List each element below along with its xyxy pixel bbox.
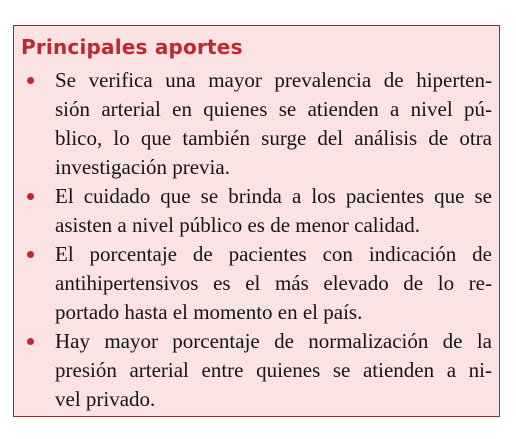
list-item-line: blico, lo que también surge del análisis de otra — [55, 126, 492, 150]
box-title: Principales aportes — [21, 35, 243, 59]
list-item — [14, 182, 499, 240]
list-item-line: investigación previa. — [55, 155, 230, 179]
list-item-line: Hay mayor porcentaje de normalización de la — [55, 329, 492, 353]
list-item-line: vel privado. — [55, 387, 156, 411]
list-item-line: Se verifica una mayor prevalencia de hiperten- — [55, 68, 492, 92]
list-item-line: asisten a nivel público es de menor calidad. — [55, 213, 421, 237]
bullet-dot-icon — [27, 251, 34, 258]
bullet-dot-icon — [27, 77, 34, 84]
bullet-dot-icon — [27, 338, 34, 345]
list-item — [14, 240, 499, 327]
bullet-dot-icon — [27, 193, 34, 200]
list-item-line: presión arterial entre quienes se atienden a ni- — [55, 358, 492, 382]
list-item-line: El cuidado que se brinda a los pacientes que se — [55, 184, 492, 208]
list-item-line: El porcentaje de pacientes con indicación de — [55, 242, 492, 266]
list-item-line: antihipertensivos es el más elevado de lo re- — [55, 271, 492, 295]
contributions-list — [14, 66, 499, 414]
list-item-line: sión arterial en quienes se atienden a nivel pú- — [55, 97, 492, 121]
list-item — [14, 66, 499, 182]
key-contributions-box — [13, 25, 500, 417]
list-item — [14, 327, 499, 414]
list-item-line: portado hasta el momento en el país. — [55, 300, 363, 324]
